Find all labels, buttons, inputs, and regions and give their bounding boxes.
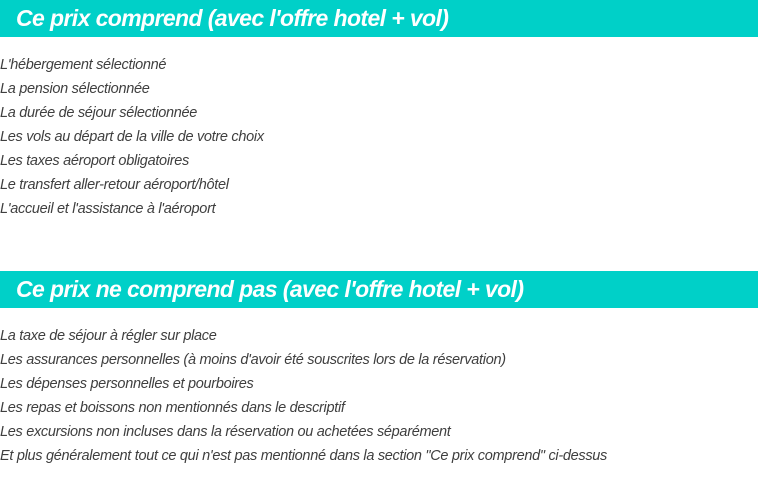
- includes-item-assistance: L'accueil et l'assistance à l'aéroport: [0, 201, 216, 217]
- includes-item-accommodation: L'hébergement sélectionné: [0, 57, 167, 73]
- excludes-item-personal-expenses: Les dépenses personnelles et pourboires: [0, 376, 254, 392]
- excludes-item-tourist-tax: La taxe de séjour à régler sur place: [0, 328, 217, 344]
- includes-item-board: La pension sélectionnée: [0, 81, 150, 97]
- includes-item-flights: Les vols au départ de la ville de votre choix: [0, 129, 264, 145]
- includes-item-transfer: Le transfert aller-retour aéroport/hôtel: [0, 177, 229, 193]
- excludes-item-insurance: Les assurances personnelles (à moins d'avoir été souscrites lors de la réservation): [0, 352, 506, 368]
- excludes-section-title: Ce prix ne comprend pas (avec l'offre hotel + vol): [16, 276, 524, 302]
- excludes-item-meals-drinks: Les repas et boissons non mentionnés dans le descriptif: [0, 400, 345, 416]
- excludes-item-other: Et plus généralement tout ce qui n'est pas mentionné dans la section "Ce prix comprend" ci-dessus: [0, 448, 608, 464]
- excludes-item-excursions: Les excursions non incluses dans la réservation ou achetées séparément: [0, 424, 451, 440]
- excludes-list: [0, 324, 607, 468]
- includes-item-duration: La durée de séjour sélectionnée: [0, 105, 198, 121]
- includes-section-header: [0, 0, 758, 37]
- includes-section-title: Ce prix comprend (avec l'offre hotel + vol): [16, 5, 449, 31]
- includes-item-airport-taxes: Les taxes aéroport obligatoires: [0, 153, 189, 169]
- excludes-section-header: [0, 271, 758, 308]
- includes-list: [0, 53, 264, 221]
